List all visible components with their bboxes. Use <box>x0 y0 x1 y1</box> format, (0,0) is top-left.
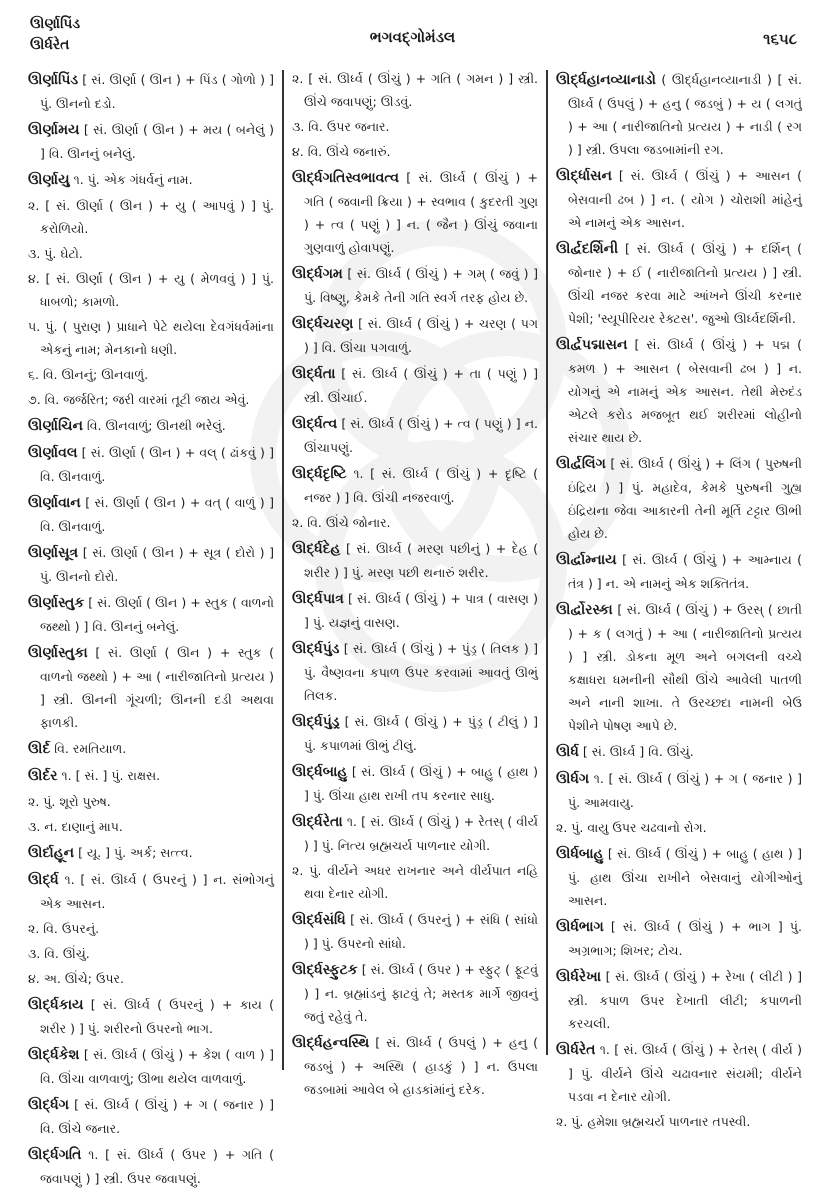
headword: ઊર્ધગ <box>556 771 590 787</box>
definition-text: [ સં. ઊર્ધ્વ ( ઊંચું ) + કેશ ( વાળ ) ] વિ. ઊંચા વાળવાળું; ઊભા થયેલ વાળવાળું. <box>40 1047 274 1086</box>
dictionary-entry <box>292 958 538 1028</box>
dictionary-entry <box>556 915 802 962</box>
definition-text: [ સં. ઊર્ધ્વ ( ઊંચું ) + બાહુ ( હાથ ) ] પું. હાથ ઊંચા રાખીને બેસવાનું યોગીઓનું આસન. <box>568 846 802 908</box>
definition-text: ૬. વિ. ઊનનું; ઊનવાળું. <box>28 367 149 382</box>
definition-text: ૨. વિ. ઉપરનું. <box>28 921 100 936</box>
definition-text: [ સં. ઊર્ધ્વ ( ઊંચું ) + આસન ( બેસવાની ઢબ ) ] ન. ( યોગ ) ચોરાશી માંહેનું એ નામનું એક આસન. <box>568 168 802 230</box>
definition-text: ૩. પું. ઘેટો. <box>28 246 83 261</box>
entry-sense <box>28 194 274 240</box>
headword: ઊર્ણાચિન <box>28 418 83 434</box>
headword: ઊર્ણાવાન <box>28 495 81 511</box>
entry-sense <box>292 140 538 163</box>
headword: ઊર્દ્ધપાત્ર <box>292 591 344 607</box>
headword: ઊર્ણાસ્તુકા <box>28 645 88 661</box>
entry-sense <box>292 511 538 534</box>
dictionary-entry <box>292 537 538 584</box>
guide-word-last: ઊર્ધરેત <box>30 37 70 53</box>
headword: ઊર્દ્ધકેશ <box>28 1047 80 1063</box>
headword: ઊર્ધબાહુ <box>556 846 604 862</box>
headword: ઊર્દ્ધાસન <box>556 168 612 184</box>
definition-text: [ યૂ. ] પું. અર્ક; સત્ત્વ. <box>78 845 193 860</box>
definition-text: ૪. વિ. ઊંચે જનારું. <box>292 144 391 159</box>
dictionary-entry <box>556 1038 802 1108</box>
headword: ઊર્દ્ધગતિ <box>28 1147 82 1163</box>
definition-text: [ સં. ઊર્ણા ( ઊન ) + સૂત્ર ( દોરો ) ] પું. ઊનનો દોરો. <box>40 545 274 584</box>
definition-text: [ સં. ઊર્ધ્વ ( ઉપલું ) + હનુ ( જડબું ) + અસ્થિ ( હાડકું ) ] ન. ઉપલા જડબામાં આવેલ બે હાડકાંમાંનું દરેક. <box>304 1035 538 1097</box>
dictionary-entry <box>556 965 802 1035</box>
definition-text: ૧. પું. એક ગંધર્વનું નામ. <box>73 172 193 187</box>
definition-text: [ સં. ઊર્ધ્વ ( ઊંચું ) + ગતિ ( જવાની ક્રિયા ) + સ્વભાવ ( કુદરતી ગુણ ) + ત્વ ( પણું ) ] ન. ( જૈન ) ઊંચું જવાના ગુણવાળું હોવાપણું. <box>304 170 538 255</box>
headword: ઊર્દ્ધરેતા <box>292 814 343 830</box>
dictionary-entry <box>28 168 274 192</box>
dictionary-entry <box>292 760 538 807</box>
entry-sense <box>28 388 274 411</box>
definition-text: [ સં. ઊર્ધ્વ ] વિ. ઊંચું. <box>582 744 694 759</box>
headword: ઊર્દ <box>28 741 51 757</box>
entry-sense <box>28 967 274 990</box>
entry-sense <box>556 1110 802 1133</box>
headword: ઊર્દ્ધદેહ <box>292 541 341 557</box>
headword: ઊર્દ્ધસ્ફુટક <box>292 962 358 978</box>
definition-text: ૩. વિ. ઊંચું. <box>28 946 90 961</box>
headword: ઊર્દ્ધહન્વસ્થિ <box>292 1035 370 1051</box>
definition-text: [ સં. ઊર્ણા ( ઊન ) + મય ( બનેલું ) ] વિ. ઊનનું બનેલું. <box>40 122 274 161</box>
headword: ઊર્દ્ધપુંડ્ર <box>292 714 340 730</box>
headword: ઊર્ણાસ્તુક <box>28 595 85 611</box>
column-divider <box>546 70 548 1055</box>
dictionary-entry <box>28 641 274 734</box>
dictionary-entry <box>292 587 538 634</box>
dictionary-entry <box>556 333 802 449</box>
dictionary-entry <box>28 441 274 488</box>
headword: ઊર્દ્ધસંધિ <box>292 912 346 928</box>
dictionary-entry <box>292 1031 538 1101</box>
definition-text: ૨. પું. વીર્યને અધર રાખનાર અને વીર્યપાત નહિ થવા દેનાર યોગી. <box>292 863 538 901</box>
headword: ઊર્ધ <box>556 744 579 760</box>
definition-text: ૨. પું. શૂરો પુરુષ. <box>28 794 111 809</box>
definition-text: [ સં. ઊર્ણા ( ઊન ) + પિંડ ( ગોળો ) ] પું. ઊનનો દડો. <box>40 72 274 111</box>
dictionary-entry <box>292 908 538 955</box>
headword: ઊર્દ્વામ્નાય <box>556 552 617 568</box>
definition-text: [ સં. ઊર્ધ્વ ( મરણ પછીનું ) + દેહ ( શરીર ) ] પું. મરણ પછી થનારું શરીર. <box>304 541 538 580</box>
entry-sense <box>28 315 274 361</box>
headword: ઊર્દ્ધબાહુ <box>292 764 348 780</box>
definition-text: [ સં. ઊર્ધ્વ ( ઉપરનું ) + કાય ( શરીર ) ] પું. શરીરનો ઉપરનો ભાગ. <box>40 997 274 1036</box>
definition-text: ૩. ન. દાણાનું માપ. <box>28 819 123 834</box>
headword: ઊર્દ્ધતા <box>292 366 336 382</box>
definition-text: ૪. [ સં. ઊર્ણા ( ઊન ) + યુ ( મેળવવું ) ] પું. ધાબળો; કામળો. <box>28 271 274 309</box>
entry-sense <box>292 115 538 138</box>
entry-sense <box>28 242 274 265</box>
dictionary-entry <box>28 841 274 865</box>
dictionary-entry <box>556 164 802 234</box>
definition-text: ૨. [ સં. ઊર્ધ્વ ( ઊંચું ) + ગતિ ( ગમન ) ] સ્ત્રી. ઊંચે જવાપણું; ઊડવું. <box>292 71 538 109</box>
definition-text: [ સં. ઊર્ધ્વ ( ઊંચું ) + ઉરસ્ ( છાતી ) + ક ( લગતું ) + આ ( નારીજાતિનો પ્રત્યય ) ] સ્ત્રી. ડોકના મૂળ અને બગલની વચ્ચે કક્ષાધરા ધમનીની સૌથી ઊંચે આવેલી પાતળી અને નાની શાખા. તે ઉરચ્છદા નામની બેઉ પેશીને પોષણ આપે છે. <box>568 602 802 733</box>
definition-text: [ સં. ઊર્ણા ( ઊન ) + વલ્ ( ઢાંકવું ) ] વિ. ઊનવાળું. <box>40 445 274 484</box>
definition-text: [ સં. ઊર્ધ્વ ( ઊંચું ) + તા ( પણું ) ] સ્ત્રી. ઊંચાઈ. <box>304 366 538 405</box>
definition-text: [ સં. ઊર્ધ્વ ( ઉપર ) + સ્ફુટ્ ( ફૂટવું ) ] ન. બ્રહ્માંડનું ફાટવું તે; મસ્તક માર્ગે જીવનું જતું રહેવું તે. <box>304 962 538 1024</box>
headword: ઊર્ણાવલ <box>28 445 78 461</box>
headword: ઊર્દાહૂન <box>28 845 75 861</box>
headword: ઊર્દ્વોરસ્કા <box>556 602 613 618</box>
definition-text: વિ. ઊનવાળું; ઊનથી ભરેલું. <box>86 418 226 433</box>
headword: ઊર્ધરેત <box>556 1042 596 1058</box>
dictionary-entry <box>28 591 274 638</box>
dictionary-entry <box>28 764 274 788</box>
entry-sense <box>28 790 274 813</box>
headword: ઊર્દ્ધત્વ <box>292 416 338 432</box>
dictionary-entry <box>292 312 538 359</box>
page-title: ભગવદ્ગોમંડલ <box>369 28 456 46</box>
definition-text: ૧. [ સં. ઊર્ધ્વ ( ઊંચું ) + દૃષ્ટિ ( નજર ) ] વિ. ઊંચી નજરવાળું. <box>304 466 538 505</box>
headword: ઊર્દ્ધકાય <box>28 997 84 1013</box>
headword: ઊર્દ્ધપુંડ <box>292 641 340 657</box>
entry-sense <box>28 942 274 965</box>
definition-text: [ સં. ઊર્ધ્વ ( ઊંચું ) + લિંગ ( પુરુષની ઇંદ્રિય ) ] પું. મહાદેવ, કેમકે પુરુષની ગુહ્ય ઇંદ્રિયના જેવા આકારની તેની મૂર્તિ ટટ્ટાર ઊભી હોય છે. <box>568 456 802 541</box>
dictionary-entry <box>28 993 274 1040</box>
headword: ઊર્દ્ધચરણ <box>292 316 354 332</box>
dictionary-entry <box>28 414 274 438</box>
headword: ઊર્ધભાગ <box>556 919 604 935</box>
headword: ઊર્ણાપિંડ <box>28 72 79 88</box>
dictionary-entry <box>28 68 274 115</box>
definition-text: ૧. [ સં. ઊર્ધ્વ ( ઊંચું ) + ગ ( જનાર ) ] પું. આમવાયુ. <box>568 771 802 810</box>
definition-text: ( ઊર્દ્ધહાનવ્યાનાડી ) [ સં. ઊર્ધ્વ ( ઉપલું ) + હનુ ( જડબું ) + ય ( લગતું ) + આ ( નારીજાતિનો પ્રત્યય ) + નાડી ( રગ ) ] સ્ત્રી. ઉપલા જડબામાંની રગ. <box>568 72 802 157</box>
dictionary-entry <box>28 1143 274 1190</box>
definition-text: [ સં. ઊર્ધ્વ ( ઊંચું ) + બાહુ ( હાથ ) ] પું. ઊંચા હાથ રાખી તપ કરનાર સાધુ. <box>304 764 538 803</box>
entry-sense <box>28 815 274 838</box>
definition-text: [ સં. ઊર્ણા ( ઊન ) + સ્તુક ( વાળનો જથ્થો ) + આ ( નારીજાતિનો પ્રત્યય ) ] સ્ત્રી. ઊનની ગૂંચળી; ઊનની દડી અથવા ફાળકી. <box>40 645 274 730</box>
definition-text: [ સં. ઊર્ધ્વ ( ઊંચું ) + રેખા ( લીટી ) ] સ્ત્રી. કપાળ ઉપર દેખાતી લીટી; કપાળની કરચલી. <box>568 969 802 1031</box>
definition-text: ૧. [ સં. ઊર્ધ્વ ( ઊંચું ) + રેતસ્ ( વીર્ય ) ] પું. વીર્યને ઊંચે ચઢાવનાર સંયમી; વીર્યને પડવા ન દેનાર યોગી. <box>568 1042 802 1104</box>
dictionary-entry <box>292 710 538 757</box>
dictionary-entry <box>292 412 538 459</box>
dictionary-entry <box>292 810 538 857</box>
dictionary-entry <box>28 737 274 761</box>
headword: ઊર્ણાસૂત્ર <box>28 545 79 561</box>
dictionary-entry <box>556 740 802 764</box>
definition-text: [ સં. ઊર્ધ્વ ( ઉપરનું ) + સંધિ ( સાંધો ) ] પું. ઉપરનો સાંધો. <box>304 912 538 951</box>
entry-sense <box>28 363 274 386</box>
headword: ઊર્ધરેખા <box>556 969 602 985</box>
entry-sense <box>292 67 538 113</box>
dictionary-entry <box>556 68 802 161</box>
dictionary-entry <box>28 1043 274 1090</box>
definition-text: ૨. પું. વાયુ ઉપર ચઢવાનો રોગ. <box>556 820 707 835</box>
definition-text: [ સં. ઊર્ધ્વ ( ઊંચું ) + દર્શિન્ ( જોનાર ) + ઈ ( નારીજાતિનો પ્રત્યય ) ] સ્ત્રી. ઊંચી નજર કરવા માટે આંખને ઊંચી કરનાર પેશી; 'સ્યૂપીરિયર રેક્ટસ'. જુઓ ઊર્ધ્વદર્શિની. <box>568 241 802 326</box>
definition-text: [ સં. ઊર્ધ્વ ( ઊંચું ) + ગ ( જનાર ) ] વિ. ઊંચે જનાર. <box>40 1097 274 1136</box>
definition-text: [ સં. ઊર્ધ્વ ( ઊંચું ) + પુંડ્ર ( ટીલું ) ] પું. કપાળમાં ઊભું ટીલું. <box>304 714 538 753</box>
headword: ઊર્દ્ધ <box>28 872 59 888</box>
definition-text: [ સં. ઊર્ધ્વ ( ઊંચું ) + ભાગ ] પું. અગ્રભાગ; શિખર; ટોચ. <box>568 919 802 958</box>
column-divider <box>282 70 284 1070</box>
dictionary-entry <box>292 166 538 259</box>
definition-text: ૧. [ સં. ઊર્ધ્વ ( ઉપર ) + ગતિ ( જવાપણું ) ] સ્ત્રી. ઉપર જવાપણું. <box>40 1147 274 1186</box>
definition-text: ૨. વિ. ઊંચે જોનાર. <box>292 515 391 530</box>
definition-text: [ સં. ઊર્ધ્વ ( ઊંચું ) + પદ્મ ( કમળ ) + આસન ( બેસવાની ઢબ ) ] ન. યોગનું એ નામનું એક આસન. તેથી મેરુદંડ એટલે કરોડ મજબૂત થઈ શરીરમાં લોહીનો સંચાર થાય છે. <box>568 337 802 445</box>
definition-text: [ સં. ઊર્ધ્વ ( ઊંચું ) + ત્વ ( પણું ) ] ન. ઊંચાપણું. <box>304 416 538 455</box>
dictionary-entry <box>292 362 538 409</box>
definition-text: ૧. [ સં. ] પું. રાક્ષસ. <box>61 768 161 783</box>
entry-sense <box>28 917 274 940</box>
guide-word-first: ઊર્ણાપિંડ <box>30 16 81 32</box>
headword: ઊર્દર <box>28 768 58 784</box>
headword: ઊર્દ્વલિંગ <box>556 456 606 472</box>
definition-text: ૭. વિ. જર્જરિત; જરી વારમાં તૂટી જાય એવું. <box>28 392 250 407</box>
definition-text: [ સં. ઊર્ધ્વ ( ઊંચું ) + ચરણ ( પગ ) ] વિ. ઊંચા પગવાળું. <box>304 316 538 355</box>
headword: ઊર્ણામય <box>28 122 80 138</box>
dictionary-entry <box>556 237 802 330</box>
dictionary-entry <box>556 598 802 737</box>
definition-text: [ સં. ઊર્ણા ( ઊન ) + સ્તુક ( વાળનો જથ્થો ) ] વિ. ઊનનું બનેલું. <box>40 595 274 634</box>
definition-text: ૧. [ સં. ઊર્ધ્વ ( ઉપરનું ) ] ન. સંભોગનું એક આસન. <box>40 872 274 911</box>
definition-text: ૩. વિ. ઉપર જનાર. <box>292 119 390 134</box>
definition-text: ૨. [ સં. ઊર્ણા ( ઊન ) + યુ ( આપવું ) ] પું. કરોળિયો. <box>28 198 274 236</box>
headword: ઊર્દ્વપદ્માસન <box>556 337 628 353</box>
column-3 <box>556 68 802 1136</box>
entry-sense <box>28 267 274 313</box>
definition-text: [ સં. ઊર્ધ્વ ( ઊંચું ) + આમ્નાય ( તંત્ર ) ] ન. એ નામનું એક શક્તિતંત્ર. <box>568 552 802 591</box>
dictionary-entry <box>28 491 274 538</box>
definition-text: [ સં. ઊર્ધ્વ ( ઊંચું ) + પાત્ર ( વાસણ ) ] પું. યજ્ઞનું વાસણ. <box>304 591 538 630</box>
headword: ઊર્ણાયુ <box>28 172 70 188</box>
column-2 <box>292 68 538 1104</box>
dictionary-entry <box>556 767 802 814</box>
dictionary-entry <box>556 842 802 912</box>
definition-text: [ સં. ઊર્ણા ( ઊન ) + વત્ ( વાળું ) ] વિ. ઊનવાળું. <box>40 495 274 534</box>
headword: ઊર્દ્ધગ <box>28 1097 69 1113</box>
definition-text: ૨. પું. હમેશા બ્રહ્મચર્ય પાળનાર તપસ્વી. <box>556 1114 751 1129</box>
definition-text: ૫. પું. ( પુરાણ ) પ્રાધાને પેટે થયેલા દેવગંધર્વમાંના એકનું નામ; મેનકાનો ધણી. <box>28 319 274 357</box>
dictionary-entry <box>292 637 538 707</box>
headword: ઊર્દ્ધદૃષ્ટિ <box>292 466 347 482</box>
dictionary-entry <box>292 262 538 309</box>
definition-text: [ સં. ઊર્ધ્વ ( ઊંચું ) + પુંડ્ર ( તિલક ) ] પું. વૈષ્ણવના કપાળ ઉપર કરવામાં આવતું ઊભું તિલક. <box>304 641 538 703</box>
definition-text: [ સં. ઊર્ધ્વ ( ઊંચું ) + ગમ્ ( જવું ) ] પું. વિષ્ણુ, કેમકે તેની ગતિ સ્વર્ગ તરફ હોય છે. <box>304 266 538 305</box>
page-number: ૧૬૫૮ <box>763 30 797 48</box>
dictionary-entry <box>292 462 538 509</box>
entry-sense <box>292 859 538 905</box>
dictionary-entry <box>28 118 274 165</box>
dictionary-entry <box>556 452 802 545</box>
dictionary-entry <box>28 541 274 588</box>
headword: ઊર્દ્વદર્શિની <box>556 241 619 257</box>
headword: ઊર્દ્ધહાનવ્યાનાડો <box>556 72 656 88</box>
dictionary-entry <box>556 548 802 595</box>
definition-text: વિ. રમતિયાળ. <box>54 741 127 756</box>
headword: ઊર્દ્ધગતિસ્વભાવત્વ <box>292 170 399 186</box>
entry-sense <box>556 816 802 839</box>
headword: ઊર્દ્ધગમ <box>292 266 343 282</box>
definition-text: ૧. [ સં. ઊર્ધ્વ ( ઊંચું ) + રેતસ્ ( વીર્ય ) ] પું. નિત્ય બ્રહ્મચર્ય પાળનાર યોગી. <box>304 814 538 853</box>
dictionary-entry <box>28 868 274 915</box>
definition-text: ૪. અ. ઊંચે; ઉપર. <box>28 971 124 986</box>
column-1 <box>28 68 274 1193</box>
dictionary-entry <box>28 1093 274 1140</box>
